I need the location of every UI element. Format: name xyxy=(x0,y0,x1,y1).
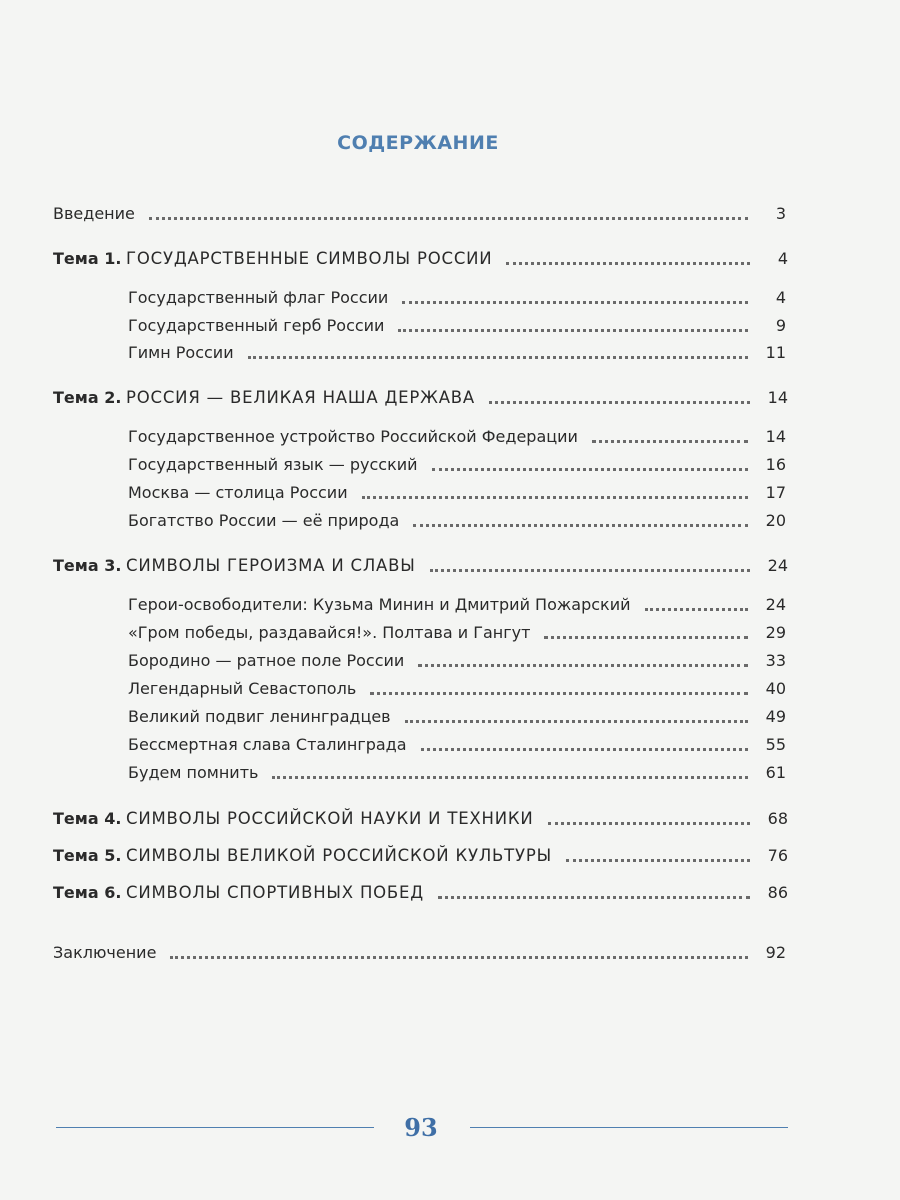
toc-theme-2[interactable] xyxy=(53,382,788,408)
toc-item-label: «Гром победы, раздавайся!». Полтава и Гангут xyxy=(128,623,531,642)
dot-leader xyxy=(272,776,748,779)
page-title: СОДЕРЖАНИЕ xyxy=(337,132,499,154)
dot-leader xyxy=(489,401,750,404)
dot-leader xyxy=(430,569,750,572)
toc-item-label: Будем помнить xyxy=(128,763,259,782)
footer-rule-left xyxy=(56,1127,374,1128)
toc-page-number: 9 xyxy=(775,316,786,335)
toc-item[interactable] xyxy=(128,617,786,643)
toc-item-label: Бородино — ратное поле России xyxy=(128,651,405,670)
theme-number: Тема 1. xyxy=(53,249,122,268)
dot-leader xyxy=(645,608,748,611)
toc-page-number: 20 xyxy=(765,511,786,530)
toc-item[interactable] xyxy=(128,645,786,671)
toc-page-number: 4 xyxy=(775,288,786,307)
toc-theme-5[interactable] xyxy=(53,840,788,866)
toc-theme-6[interactable] xyxy=(53,877,788,903)
dot-leader xyxy=(418,664,748,667)
toc-item-label: Герои-освободители: Кузьма Минин и Дмитрий Пожарский xyxy=(128,595,631,614)
toc-theme-1[interactable] xyxy=(53,243,788,269)
toc-page-number: 16 xyxy=(765,455,786,474)
toc-item[interactable] xyxy=(128,673,786,699)
toc-item-label: Великий подвиг ленинградцев xyxy=(128,707,391,726)
toc-page-number: 68 xyxy=(767,809,788,828)
toc-item-label: Государственный язык — русский xyxy=(128,455,418,474)
toc-item[interactable] xyxy=(128,701,786,727)
toc-item-label: Государственный герб России xyxy=(128,316,385,335)
theme-number: Тема 3. xyxy=(53,556,122,575)
toc-entry-label: Заключение xyxy=(53,943,157,962)
toc-page-number: 86 xyxy=(767,883,788,902)
toc-item[interactable] xyxy=(128,337,786,363)
theme-title: СИМВОЛЫ РОССИЙСКОЙ НАУКИ И ТЕХНИКИ xyxy=(126,809,534,828)
toc-page-number: 33 xyxy=(765,651,786,670)
toc-page-number: 24 xyxy=(767,556,788,575)
toc-item[interactable] xyxy=(128,589,786,615)
toc-entry-intro[interactable] xyxy=(53,198,786,224)
toc-item-label: Государственный флаг России xyxy=(128,288,389,307)
dot-leader xyxy=(544,636,748,639)
toc-page-number: 92 xyxy=(765,943,786,962)
toc-item[interactable] xyxy=(128,282,786,308)
theme-number: Тема 2. xyxy=(53,388,122,407)
theme-title: СИМВОЛЫ ГЕРОИЗМА И СЛАВЫ xyxy=(126,556,416,575)
toc-item[interactable] xyxy=(128,477,786,503)
toc-entry-conclusion[interactable] xyxy=(53,937,786,963)
toc-item[interactable] xyxy=(128,729,786,755)
theme-number: Тема 4. xyxy=(53,809,122,828)
dot-leader xyxy=(370,692,748,695)
toc-page-number: 14 xyxy=(765,427,786,446)
toc-item-label: Бессмертная слава Сталинграда xyxy=(128,735,407,754)
dot-leader xyxy=(402,301,748,304)
page-number: 93 xyxy=(404,1113,438,1142)
toc-page-number: 29 xyxy=(765,623,786,642)
toc-entry-label: Введение xyxy=(53,204,135,223)
toc-item-label: Богатство России — её природа xyxy=(128,511,400,530)
toc-page-number: 40 xyxy=(765,679,786,698)
toc-item[interactable] xyxy=(128,449,786,475)
dot-leader xyxy=(592,440,748,443)
toc-page-number: 4 xyxy=(777,249,788,268)
toc-item-label: Москва — столица России xyxy=(128,483,348,502)
toc-page-number: 3 xyxy=(775,204,786,223)
toc-item[interactable] xyxy=(128,421,786,447)
toc-theme-3[interactable] xyxy=(53,550,788,576)
dot-leader xyxy=(170,956,748,959)
dot-leader xyxy=(398,329,748,332)
dot-leader xyxy=(432,468,748,471)
dot-leader xyxy=(548,822,750,825)
toc-item-label: Государственное устройство Российской Федерации xyxy=(128,427,578,446)
theme-number: Тема 5. xyxy=(53,846,122,865)
theme-title: РОССИЯ — ВЕЛИКАЯ НАША ДЕРЖАВА xyxy=(126,388,475,407)
toc-item[interactable] xyxy=(128,310,786,336)
toc-page-number: 14 xyxy=(767,388,788,407)
toc-item[interactable] xyxy=(128,505,786,531)
theme-title: СИМВОЛЫ СПОРТИВНЫХ ПОБЕД xyxy=(126,883,424,902)
dot-leader xyxy=(248,356,748,359)
toc-page-number: 17 xyxy=(765,483,786,502)
toc-item-label: Гимн России xyxy=(128,343,234,362)
toc-page-number: 76 xyxy=(767,846,788,865)
toc-page-number: 24 xyxy=(765,595,786,614)
toc-item-label: Легендарный Севастополь xyxy=(128,679,357,698)
toc-item[interactable] xyxy=(128,757,786,783)
footer-rule-right xyxy=(470,1127,788,1128)
dot-leader xyxy=(566,859,750,862)
toc-page-number: 61 xyxy=(765,763,786,782)
theme-number: Тема 6. xyxy=(53,883,122,902)
dot-leader xyxy=(149,217,748,220)
toc-theme-4[interactable] xyxy=(53,803,788,829)
dot-leader xyxy=(413,524,748,527)
toc-page-number: 55 xyxy=(765,735,786,754)
dot-leader xyxy=(421,748,748,751)
dot-leader xyxy=(362,496,748,499)
dot-leader xyxy=(438,896,750,899)
theme-title: ГОСУДАРСТВЕННЫЕ СИМВОЛЫ РОССИИ xyxy=(126,249,493,268)
dot-leader xyxy=(405,720,748,723)
theme-title: СИМВОЛЫ ВЕЛИКОЙ РОССИЙСКОЙ КУЛЬТУРЫ xyxy=(126,846,553,865)
toc-page-number: 49 xyxy=(765,707,786,726)
toc-page-number: 11 xyxy=(765,343,786,362)
dot-leader xyxy=(506,262,750,265)
